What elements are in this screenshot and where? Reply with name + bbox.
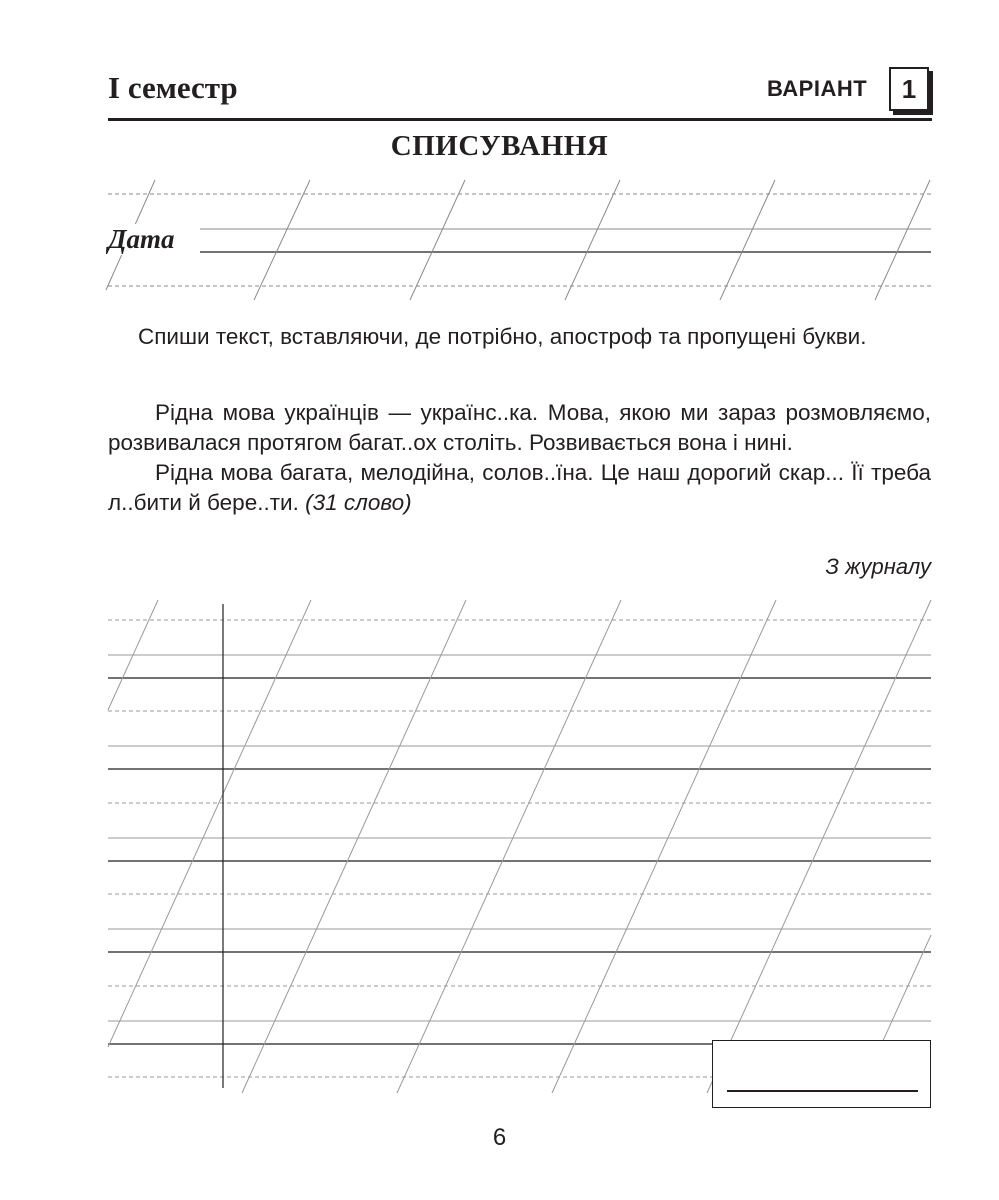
source-attribution: З журналу — [825, 554, 931, 579]
variant-number-box: 1 — [889, 67, 929, 111]
grade-box[interactable] — [712, 1040, 931, 1108]
semester-label: І семестр — [108, 70, 238, 105]
instruction-text: Спиши текст, вставляючи, де потрібно, апостроф та пропущені букви. — [138, 324, 867, 349]
passage-paragraph: Рідна мова українців — українс..ка. Мова, якою ми зараз розмовляємо, розвивалася протягом багат..ох століть. Розвивається вона і нині. — [108, 400, 931, 455]
date-label: Дата — [108, 224, 178, 255]
word-count-note: (31 слово) — [305, 490, 412, 515]
passage-paragraph: Рідна мова багата, мелодійна, солов..їна. Це наш дорогий скар... Її треба л..бити й бере..ти. (31 слово) — [108, 460, 931, 515]
variant-label: ВАРІАНТ — [767, 76, 868, 101]
page-number: 6 — [492, 1124, 507, 1151]
grade-line — [727, 1090, 918, 1092]
page-title: СПИСУВАННЯ — [390, 130, 609, 162]
